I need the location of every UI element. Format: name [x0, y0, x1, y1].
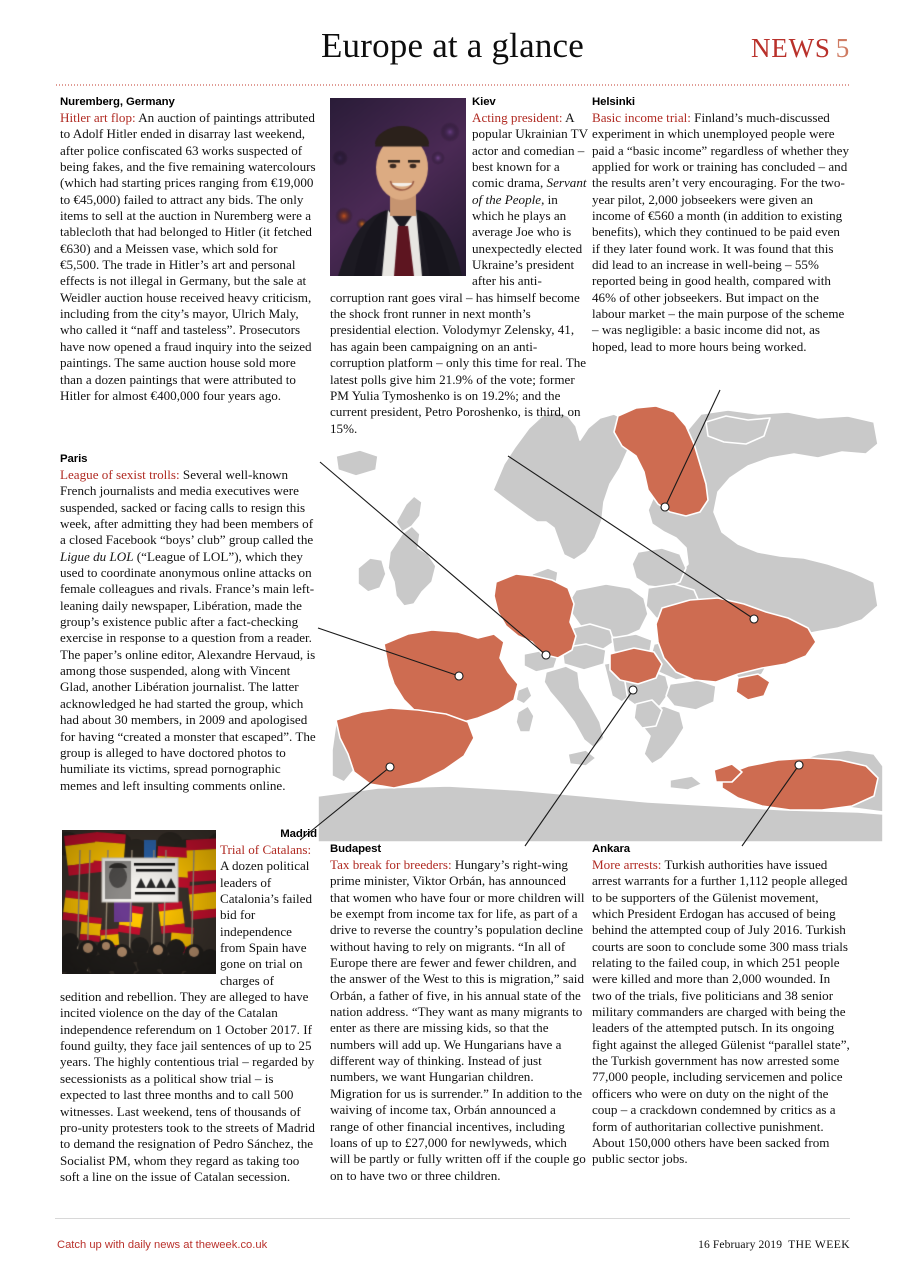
- page-number: 5: [835, 33, 850, 63]
- map-svg: [318, 392, 883, 842]
- footer-divider: [55, 1218, 850, 1219]
- article-nuremberg: [60, 95, 317, 404]
- article-paris: [60, 452, 317, 794]
- country-uk-scotland: [396, 496, 422, 532]
- article-lede-kiev: Acting president:: [472, 110, 563, 125]
- article-text-budapest: Hungary’s right-wing prime minister, Viktor Orbán, has announced that women who have four or more children will be exempt from income tax for life, as part of a drive to reverse the country’s population decline without having to rely on migrants. “In all of Europe there are fewer and fewer children, and the answer of the West to this is migration,” said Orbán, a father of five, in his annual state of the nation address. “They want as many migrants to enter as there are missing kids, so that the numbers will add up. We Hungarians have a different way of thinking. Instead of just numbers, we want Hungarian children. Migration for us is surrender.” In addition to the waiving of income tax, Orbán announced a range of other financial incentives, including loans of up to £27,000 for newlyweds, which will be partly or fully written off if the couple go on to have two or three children.: [330, 857, 586, 1183]
- article-text-paris-1: Several well-known French journalists and media executives were suspended, sacked or facing calls to resign this week, after admitting they had been members of a closed Facebook “boys’ club” group called the: [60, 467, 314, 548]
- article-text-kiev-1: A popular Ukrainian TV actor and comedian – best known for a comic drama,: [472, 110, 588, 191]
- article-lede-madrid: Trial of Catalans:: [220, 842, 312, 857]
- article-lede-helsinki: Basic income trial:: [592, 110, 691, 125]
- country-greece-crete: [670, 776, 702, 790]
- article-helsinki: [592, 95, 850, 355]
- footer-promo[interactable]: Catch up with daily news at theweek.co.uk: [57, 1239, 268, 1251]
- photo-madrid-spacer: [60, 827, 220, 977]
- article-madrid: [60, 827, 317, 1185]
- masthead: [55, 22, 850, 84]
- country-hungary-highlight: [610, 648, 662, 684]
- article-body-budapest: [330, 857, 588, 1184]
- country-iceland: [336, 450, 378, 476]
- header-divider: [55, 84, 850, 86]
- article-body-nuremberg: [60, 110, 317, 404]
- article-text-helsinki: Finland’s much-discussed experiment in which unemployed people were paid a “basic income” regardless of whether they applied for work or training has concluded – and the results aren’t very encouraging. For the two-year pilot, 2,000 jobseekers were given an income of €560 a month (in addition to existing benefits), which they continued to be paid even if they later found work. It was found that this did lead to an increase in well-being – 55% reported being in good health, compared with 46% of other jobseekers. But impact on the labour market – the main purpose of the scheme – was negligible: a basic income did not, as hoped, lead to more hours being worked.: [592, 110, 850, 354]
- article-location-paris: Paris: [60, 453, 88, 465]
- article-ankara: [592, 842, 850, 1168]
- country-corsica: [516, 686, 532, 704]
- country-italy: [544, 666, 604, 748]
- article-location-budapest: Budapest: [330, 843, 382, 855]
- article-lede-nuremberg: Hitler art flop:: [60, 110, 136, 125]
- article-kiev: [330, 95, 590, 437]
- footer-issue: [698, 1238, 850, 1252]
- article-location-madrid: Madrid: [280, 828, 317, 840]
- country-bulgaria: [666, 680, 716, 710]
- page-title: Europe at a glance: [320, 26, 585, 65]
- article-budapest: [330, 842, 588, 1184]
- article-location-helsinki: Helsinki: [592, 96, 635, 108]
- country-baltics: [632, 548, 686, 588]
- article-text-paris-2: (“League of LOL”), which they used to coordinate anonymous online attacks on female colleagues and rivals. France’s main left-leaning daily newspaper, Libération, made the group’s existence public after a fact-checking exercise in response to a question from a reader. The paper’s online editor, Alexandre Hervaud, is among those suspended, along with Vincent Glad, another Libération journalist. The latter acknowledged he had started the group, which had about 30 members, in 2009 and apologised for having “created a monster that escaped”. The group is alleged to have doctored photos to humiliate its victims, spread pornographic memes and left insulting comments online.: [60, 548, 316, 793]
- footer-date: 16 February 2019: [698, 1238, 783, 1251]
- article-body-ankara: [592, 857, 850, 1168]
- country-sardinia: [516, 706, 534, 732]
- article-lede-paris: League of sexist trolls:: [60, 467, 180, 482]
- article-text-kiev-2: , in which he plays an average Joe who is unexpectedly elected Ukraine’s president after his anti-corruption rant goes viral – has himself become the shock front runner in next month’s presidential election. Volodymyr Zelensky, 41, has again been campaigning on an anti-corruption platform – only this time for real. The latest polls give him 21.9% of the vote; former PM Yulia Tymoshenko is on 19.2%; and the current president, Petro Poroshenko, is third, on 15%.: [330, 191, 587, 436]
- article-lede-budapest: Tax break for breeders:: [330, 857, 452, 872]
- country-ireland: [358, 558, 386, 592]
- article-text-ankara: Turkish authorities have issued arrest warrants for a further 1,112 people alleged to be supporters of the Gülenist movement, which President Erdogan has accused of being behind the attempted coup of July 2016. Turkish courts are soon to conclude some 300 mass trials relating to the failed coup, in which 251 people were killed and more than 2,000 wounded. In two of the trials, five politicians and 38 senior military commanders are charged with being the leaders of the attempted putsch. In its ongoing fight against the alleged Gülenist “parallel state”, the Turkish government has now arrested some 77,000 people, including servicemen and police officers who were on duty on the night of the coup – a crackdown condemned by critics as a form of authoritarian collective punishment. About 150,000 others have been sacked from public sector jobs.: [592, 857, 850, 1167]
- article-text-madrid: A dozen political leaders of Catalonia’s failed bid for independence from Spain have gone on trial on charges of sedition and rebellion. They are alleged to have incited violence on the day of the Catalan independence referendum on 1 October 2017. If found guilty, they face jail sentences of up to 25 years. The highly contentious trial – regarded by secessionists as a political show trial – is expected to last three months and to call 500 witnesses. Last weekend, tens of thousands of pro-unity protesters took to the streets of Madrid to demand the resignation of Pedro Sánchez, the Socialist PM, whom they regard as taking too soft a line on the issue of Catalan secession.: [60, 858, 315, 1184]
- country-turkey-highlight: [722, 758, 878, 810]
- footer-publication: THE WEEK: [788, 1238, 850, 1251]
- europe-map: [318, 392, 883, 842]
- article-text-nuremberg: An auction of paintings attributed to Adolf Hitler ended in disarray last weekend, after police confiscated 63 works suspected of being fakes, and the five remaining watercolours (which had starting prices ranging from €19,000 to €45,000) failed to attract any bids. The only items to sell at the auction in Nuremberg were a tablecloth that had belonged to Hitler (it fetched €630) and a Meissen vase, which sold for €5,500. The trade in Hitler’s art and personal effects is not illegal in Germany, but the sale at Weidler auction house received heavy criticism, including from the city’s mayor, Ulrich Maly, who called it “naff and tasteless”. Prosecutors have now opened a fraud inquiry into the seized paintings. The same auction house sold more than a dozen paintings that were attributed to Hitler for almost €400,000 four years ago.: [60, 110, 316, 403]
- country-italy-sicily: [568, 750, 596, 766]
- article-body-helsinki: [592, 110, 850, 355]
- article-body-paris: [60, 467, 317, 794]
- section-name: NEWS: [750, 33, 831, 63]
- section-label: [751, 30, 850, 66]
- country-uk: [388, 526, 436, 606]
- article-text-kiev-italic: Servant of the People: [472, 175, 587, 207]
- article-location-ankara: Ankara: [592, 843, 631, 855]
- country-germany-highlight: [494, 574, 576, 658]
- article-location-kiev: Kiev: [472, 96, 496, 108]
- country-ukraine-crimea: [736, 674, 770, 700]
- country-spain-highlight: [336, 708, 474, 788]
- article-lede-ankara: More arrests:: [592, 857, 662, 872]
- article-text-paris-italic: Ligue du LOL: [60, 548, 134, 564]
- photo-kiev-spacer: [330, 95, 472, 277]
- article-location-nuremberg: Nuremberg, Germany: [60, 96, 175, 108]
